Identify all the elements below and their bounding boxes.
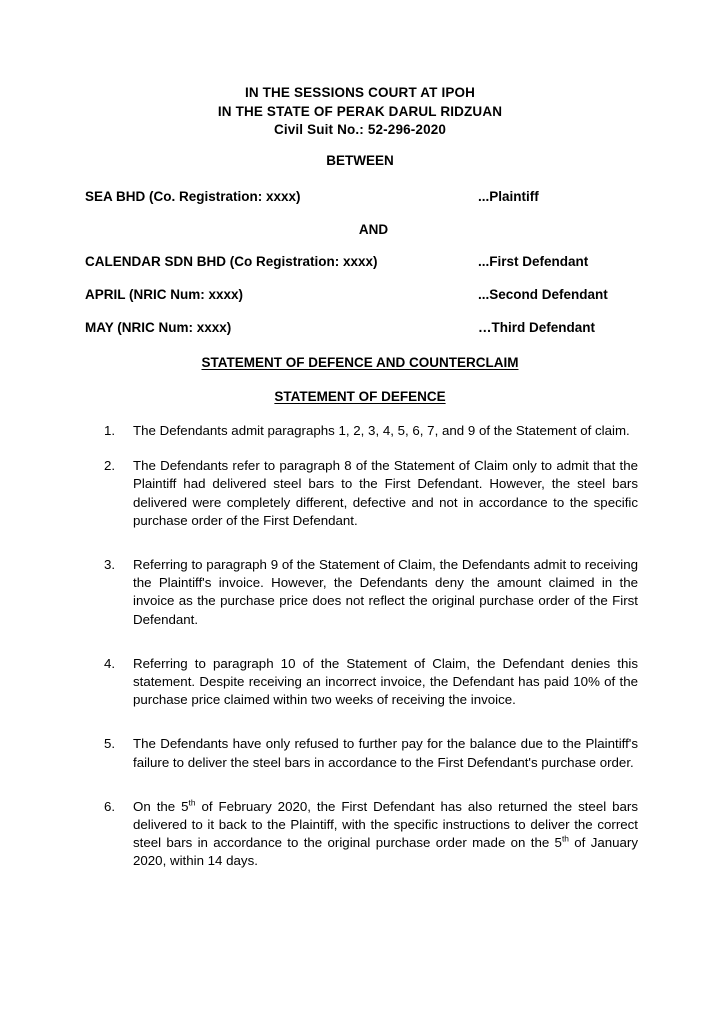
party-role-plaintiff: ...Plaintiff: [478, 189, 539, 204]
court-state-line: IN THE STATE OF PERAK DARUL RIDZUAN: [217, 103, 503, 119]
party-name-plaintiff: SEA BHD (Co. Registration: xxxx): [85, 189, 301, 204]
party-row-first-defendant: [85, 253, 638, 286]
clause-text-part: of January 2020, within 14 days.: [133, 835, 638, 869]
civil-suit-number: Civil Suit No.: 52-296-2020: [273, 122, 447, 137]
clause-text: Referring to paragraph 9 of the Statement of Claim, the Defendants admit to receiving the Plaintiff's invoice. However, the Defendants deny the amount claimed in the invoice as the purchase price does not reflect the original purchase order of the First Defendant.: [133, 557, 638, 627]
clause-item: [104, 556, 638, 629]
clause-text: [133, 798, 638, 871]
between-label: BETWEEN: [326, 153, 394, 168]
clause-item: [104, 655, 638, 710]
clause-item: [104, 798, 638, 871]
clause-text-part: of February 2020, the First Defendant has also returned the steel bars delivered to it back to the Plaintiff, with the specific instructions to deliver the correct steel bars in accordance to the original purchase order made on the 5: [133, 798, 638, 851]
party-name-second-defendant: APRIL (NRIC Num: xxxx): [85, 287, 244, 302]
clause-number: 3.: [104, 557, 116, 573]
ordinal-suffix: th: [188, 797, 196, 808]
party-row-plaintiff: [85, 188, 638, 221]
clause-item: [104, 735, 638, 771]
party-row-second-defendant: [85, 286, 638, 319]
section-title: [0, 388, 720, 406]
clause-item: [104, 457, 638, 530]
party-name-third-defendant: MAY (NRIC Num: xxxx): [85, 320, 232, 335]
document-title: [0, 354, 720, 372]
section-title-text: STATEMENT OF DEFENCE: [274, 389, 446, 404]
clause-number: 6.: [104, 798, 116, 814]
and-row: [85, 221, 638, 253]
party-name-first-defendant: CALENDAR SDN BHD (Co Registration: xxxx): [85, 254, 378, 269]
clause-text: The Defendants have only refused to further pay for the balance due to the Plaintiff's failure to deliver the steel bars in accordance to the First Defendant's purchase order.: [133, 736, 638, 770]
clause-text: The Defendants admit paragraphs 1, 2, 3, 4, 5, 6, 7, and 9 of the Statement of claim.: [133, 423, 630, 438]
parties-block: [85, 188, 638, 352]
and-label: AND: [358, 222, 389, 237]
clause-number: 1.: [104, 423, 116, 438]
document-title-text: STATEMENT OF DEFENCE AND COUNTERCLAIM: [201, 355, 519, 370]
ordinal-suffix: th: [561, 833, 569, 844]
party-role-second-defendant: ...Second Defendant: [478, 287, 608, 302]
clause-number: 5.: [104, 736, 116, 752]
court-header: [0, 84, 720, 140]
court-name-line: IN THE SESSIONS COURT AT IPOH: [244, 85, 476, 100]
clause-text-part: On the 5: [133, 798, 189, 814]
party-role-first-defendant: ...First Defendant: [478, 254, 589, 269]
party-role-third-defendant: …Third Defendant: [478, 320, 595, 335]
clause-list: [104, 422, 638, 871]
clause-text: The Defendants refer to paragraph 8 of the Statement of Claim only to admit that the Plaintiff had delivered steel bars to the First Defendant. However, the steel bars delivered were completely different, defective and not in accordance to the specific purchase order of the First Defendant.: [133, 458, 638, 528]
clause-number: 2.: [104, 458, 116, 474]
clause-number: 4.: [104, 655, 116, 671]
clause-text: Referring to paragraph 10 of the Statement of Claim, the Defendant denies this statement. Despite receiving an incorrect invoice, the Defendant has paid 10% of the purchase price claimed within two weeks of receiving the invoice.: [133, 655, 638, 708]
clause-item: [104, 422, 638, 440]
party-row-third-defendant: [85, 319, 638, 352]
